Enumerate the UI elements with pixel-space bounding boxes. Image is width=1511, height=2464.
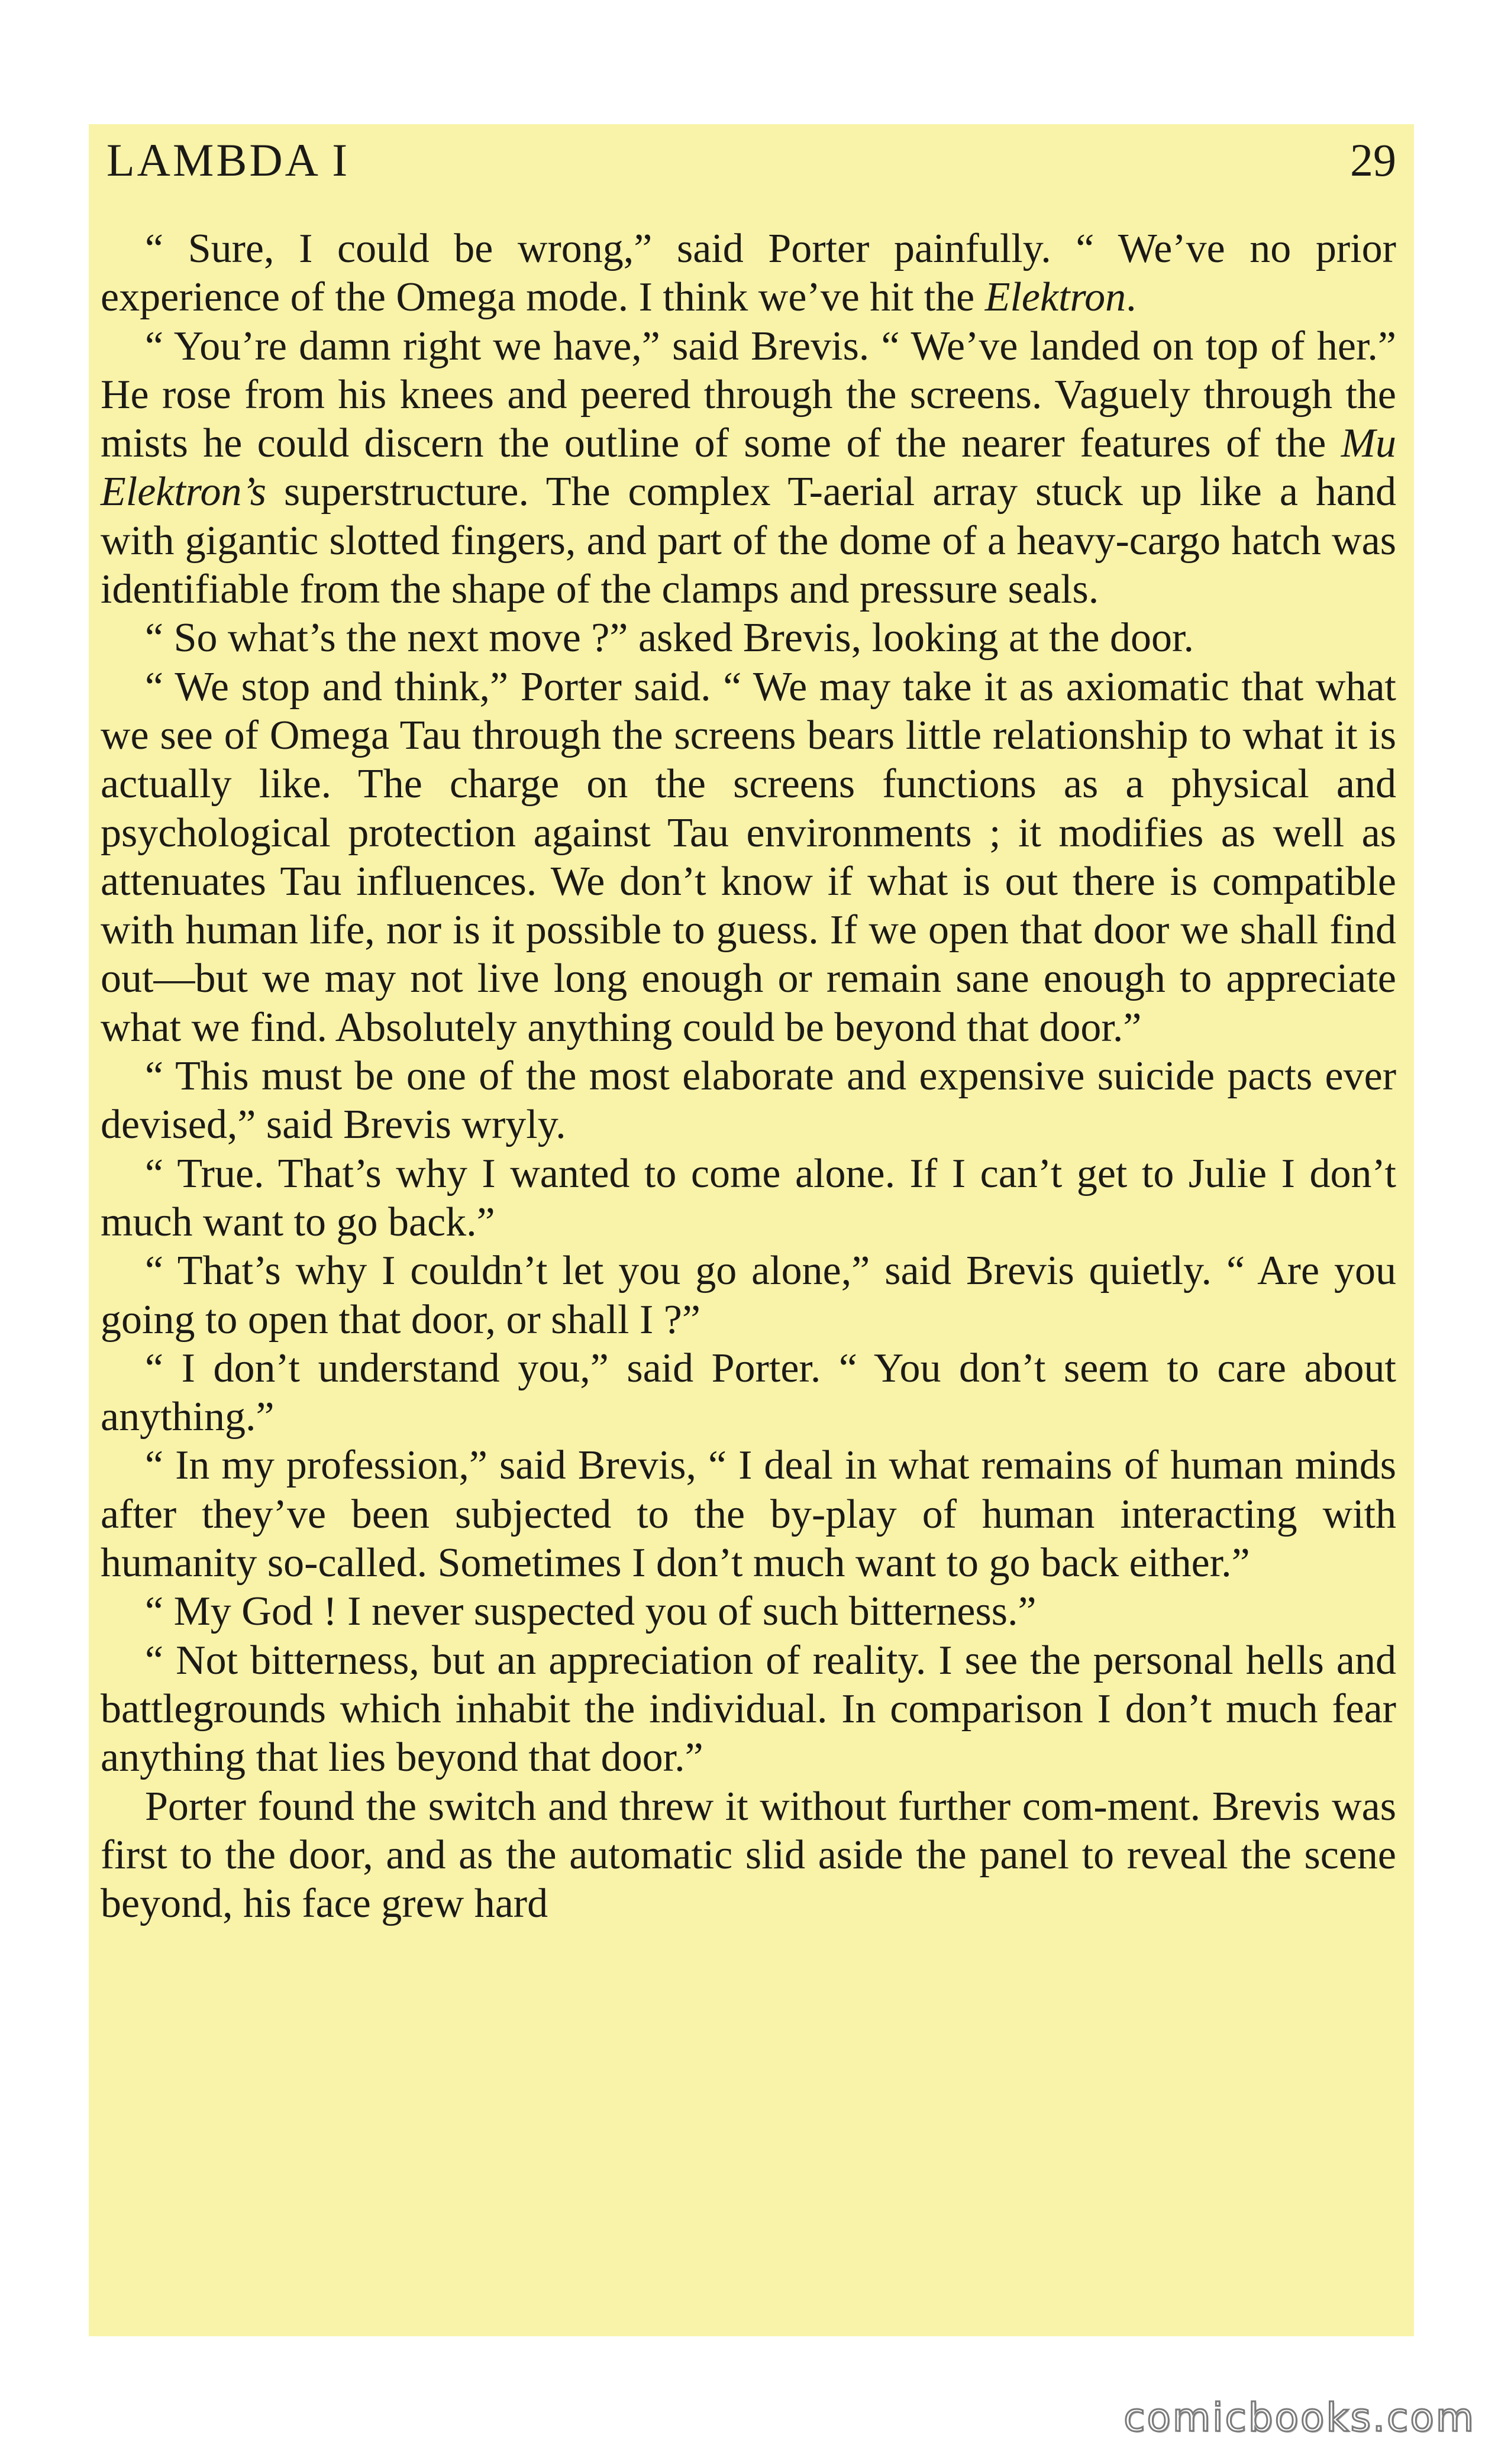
- running-head: LAMBDA I: [106, 134, 350, 186]
- paragraph: “ I don’t understand you,” said Porter. “ You don’t seem to care about anything.”: [101, 1345, 1396, 1440]
- watermark-logo: comicbooks.com: [1123, 2395, 1476, 2440]
- paragraph: “ That’s why I couldn’t let you go alone,” said Brevis quietly. “ Are you going to open that door, or shall I ?”: [101, 1248, 1396, 1343]
- paragraph: “ We stop and think,” Porter said. “ We may take it as axiomatic that what we see of Omega Tau through the screens bears little relationship to what it is actually like. The charge on the screens functions as a physical and psychological protection against Tau environments ; it modifies as well as attenuates Tau influences. We don’t know if what is out there is compatible with human life, nor is it possible to guess. If we open that door we shall find out—but we may not live long enough or remain sane enough to appreciate what we find. Absolutely anything could be beyond that door.”: [101, 664, 1396, 1050]
- book-page: [89, 124, 1414, 2336]
- paragraph: “ In my profession,” said Brevis, “ I deal in what remains of human minds after they’ve been subjected to the by-play of human interacting with humanity so-called. Sometimes I don’t much want to go back either.”: [101, 1443, 1396, 1586]
- paragraph: “ You’re damn right we have,” said Brevis. “ We’ve landed on top of her.” He rose from his knees and peered through the screens. Vaguely through the mists he could discern the outline of some of the nearer features of the Mu Elektron’s superstructure. The complex T-aerial array stuck up like a hand with gigantic slotted fingers, and part of the dome of a heavy-cargo hatch was identifiable from the shape of the clamps and pressure seals.: [101, 323, 1396, 613]
- paragraph: “ So what’s the next move ?” asked Brevis, looking at the door.: [145, 615, 1194, 661]
- paragraph: “ Sure, I could be wrong,” said Porter painfully. “ We’ve no prior experience of the Omega mode. I think we’ve hit the Elektron.: [101, 226, 1396, 321]
- page-number: 29: [1350, 134, 1396, 186]
- page-body: [101, 225, 1396, 1928]
- paragraph: “ This must be one of the most elaborate and expensive suicide pacts ever devised,” said Brevis wryly.: [101, 1053, 1396, 1148]
- paragraph: “ My God ! I never suspected you of such bitterness.”: [145, 1589, 1037, 1635]
- paragraph: Porter found the switch and threw it without further com-ment. Brevis was first to the door, and as the automatic slid aside the panel to reveal the scene beyond, his face grew hard: [101, 1783, 1396, 1927]
- paragraph: “ True. That’s why I wanted to come alone. If I can’t get to Julie I don’t much want to go back.”: [101, 1150, 1396, 1245]
- page-header: [101, 124, 1396, 201]
- paragraph: “ Not bitterness, but an appreciation of reality. I see the personal hells and battlegrounds which inhabit the individual. In comparison I don’t much fear anything that lies beyond that door.”: [101, 1637, 1396, 1781]
